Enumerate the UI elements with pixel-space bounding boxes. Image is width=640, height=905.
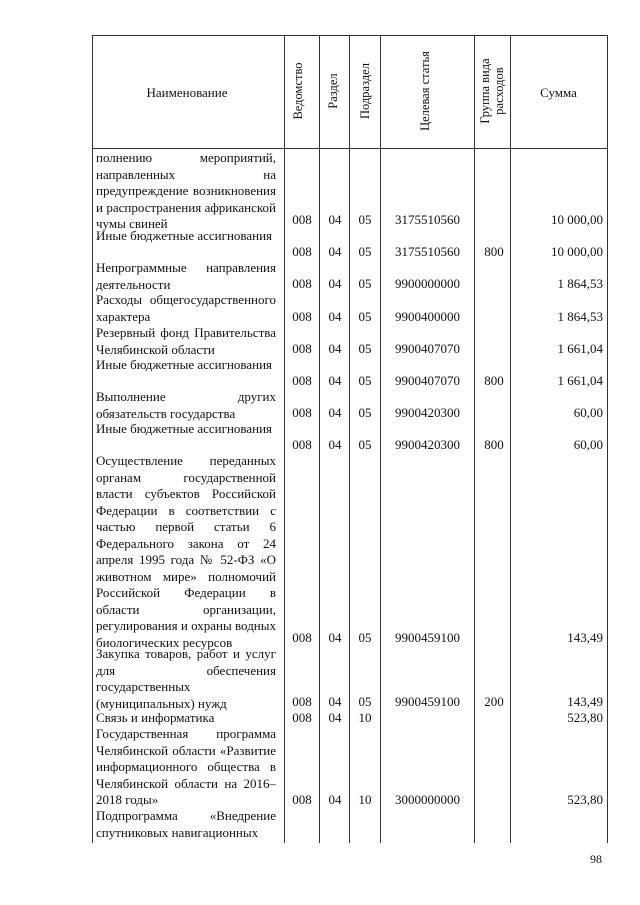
cell-vedomstvo: 008 — [292, 693, 312, 709]
cell-vedomstvo: 008 — [292, 340, 312, 356]
cell-podrazdel: 05 — [358, 308, 372, 324]
table-row — [92, 357, 607, 389]
cell-summa: 143,49 — [567, 629, 603, 645]
cell-tselevaya: 9900407070 — [395, 372, 460, 388]
cell-podrazdel: 05 — [358, 404, 372, 420]
cell-podrazdel: 10 — [358, 791, 372, 807]
cell-gruppa: 800 — [484, 372, 504, 388]
cell-summa: 1 661,04 — [557, 340, 603, 356]
cell-tselevaya: 9900407070 — [395, 340, 460, 356]
cell-tselevaya: 3175510560 — [395, 243, 460, 259]
header-podrazdel: Подраздел — [358, 63, 372, 119]
cell-tselevaya: 9900459100 — [395, 629, 460, 645]
cell-summa: 143,49 — [567, 693, 603, 709]
cell-razdel: 04 — [328, 243, 342, 259]
cell-razdel: 04 — [328, 372, 342, 388]
row-name: Связь и информатика — [96, 710, 215, 725]
cell-gruppa: 200 — [484, 693, 504, 709]
cell-summa: 60,00 — [573, 404, 603, 420]
cell-gruppa: 800 — [484, 243, 504, 259]
row-name: Резервный фонд Правительства Челябинской области — [96, 325, 276, 357]
cell-razdel: 04 — [328, 340, 342, 356]
cell-podrazdel: 05 — [358, 629, 372, 645]
grid-line — [92, 148, 607, 149]
cell-vedomstvo: 008 — [292, 211, 312, 227]
row-name: полнению мероприятий, направленных на предупреждение возникновения и распространения африканской чумы свиней — [96, 150, 276, 231]
row-name: Непрограммные направления деятельности — [96, 260, 276, 292]
cell-razdel: 04 — [328, 629, 342, 645]
table-row — [92, 228, 607, 260]
row-name: Подпрограмма «Внедрение спутниковых навигационных — [96, 808, 276, 840]
row-name: Государственная программа Челябинской области «Развитие информационного общества в Челябинской области на 2016–2018 годы» — [96, 726, 276, 807]
cell-tselevaya: 9900459100 — [395, 693, 460, 709]
row-name: Осуществление переданных органам государственной власти субъектов Российской Федерации в соответствии с частью первой статьи 6 Федерального закона от 24 апреля 1995 года № 52-ФЗ «О животном мире» полномочий Российской Федерации в области организации, регулирования и охраны водных биологических ресурсов — [96, 453, 276, 650]
cell-summa: 1 864,53 — [557, 275, 603, 291]
cell-summa: 60,00 — [573, 436, 603, 452]
table-row — [92, 389, 607, 421]
cell-tselevaya: 3000000000 — [395, 791, 460, 807]
header-razdel: Раздел — [326, 73, 340, 109]
cell-razdel: 04 — [328, 709, 342, 725]
cell-gruppa: 800 — [484, 436, 504, 452]
header-tselevaya: Целевая статья — [418, 51, 432, 131]
header-name: Наименование — [146, 85, 228, 100]
cell-summa: 10 000,00 — [551, 243, 603, 259]
cell-podrazdel: 05 — [358, 693, 372, 709]
cell-razdel: 04 — [328, 404, 342, 420]
cell-vedomstvo: 008 — [292, 709, 312, 725]
cell-vedomstvo: 008 — [292, 791, 312, 807]
cell-podrazdel: 05 — [358, 340, 372, 356]
cell-razdel: 04 — [328, 693, 342, 709]
cell-summa: 523,80 — [567, 791, 603, 807]
cell-podrazdel: 05 — [358, 243, 372, 259]
header-vedomstvo: Ведомство — [291, 62, 305, 120]
table-row — [92, 421, 607, 453]
table-row — [92, 646, 607, 710]
cell-summa: 523,80 — [567, 709, 603, 725]
cell-summa: 10 000,00 — [551, 211, 603, 227]
cell-podrazdel: 05 — [358, 372, 372, 388]
cell-vedomstvo: 008 — [292, 243, 312, 259]
cell-vedomstvo: 008 — [292, 372, 312, 388]
cell-podrazdel: 10 — [358, 709, 372, 725]
row-name: Выполнение других обязательств государства — [96, 389, 276, 421]
cell-vedomstvo: 008 — [292, 629, 312, 645]
grid-line — [92, 35, 607, 36]
row-name: Закупка товаров, работ и услуг для обеспечения государственных (муниципальных) нужд — [96, 646, 276, 711]
cell-summa: 1 661,04 — [557, 372, 603, 388]
row-name: Иные бюджетные ассигнования — [96, 357, 273, 372]
grid-line — [607, 35, 608, 843]
cell-vedomstvo: 008 — [292, 308, 312, 324]
cell-razdel: 04 — [328, 211, 342, 227]
row-name: Иные бюджетные ассигнования — [96, 228, 273, 243]
header-summa: Сумма — [540, 85, 577, 100]
cell-razdel: 04 — [328, 275, 342, 291]
table-row — [92, 325, 607, 357]
cell-tselevaya: 9900420300 — [395, 436, 460, 452]
table-row — [92, 150, 607, 231]
cell-tselevaya: 9900000000 — [395, 275, 460, 291]
page-number: 98 — [590, 852, 602, 866]
cell-razdel: 04 — [328, 436, 342, 452]
header-gruppa: Группа вида расходов — [478, 58, 506, 124]
cell-podrazdel: 05 — [358, 211, 372, 227]
table-row — [92, 453, 607, 650]
row-name: Расходы общегосударственного характера — [96, 292, 276, 324]
cell-summa: 1 864,53 — [557, 308, 603, 324]
table-row — [92, 292, 607, 325]
cell-vedomstvo: 008 — [292, 275, 312, 291]
cell-razdel: 04 — [328, 308, 342, 324]
cell-vedomstvo: 008 — [292, 436, 312, 452]
cell-tselevaya: 9900400000 — [395, 308, 460, 324]
table-row — [92, 726, 607, 808]
cell-tselevaya: 9900420300 — [395, 404, 460, 420]
cell-razdel: 04 — [328, 791, 342, 807]
row-name: Иные бюджетные ассигнования — [96, 421, 273, 436]
cell-podrazdel: 05 — [358, 436, 372, 452]
cell-podrazdel: 05 — [358, 275, 372, 291]
cell-tselevaya: 3175510560 — [395, 211, 460, 227]
table-row — [92, 808, 607, 842]
table-row — [92, 710, 607, 726]
table-row — [92, 260, 607, 292]
cell-vedomstvo: 008 — [292, 404, 312, 420]
